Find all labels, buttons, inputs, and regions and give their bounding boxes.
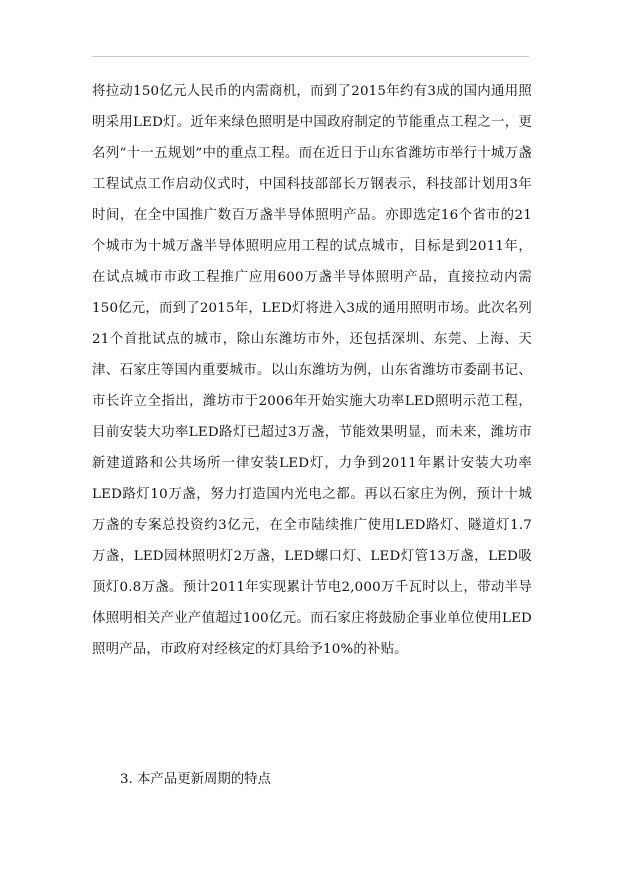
- section-heading: 3. 本产品更新周期的特点: [120, 772, 271, 787]
- body-paragraph: 将拉动150亿元人民币的内需商机，而到了2015年约有3成的国内通用照明采用LED灯。近年来绿色照明是中国政府制定的节能重点工程之一，更名列“十一五规划”中的重点工程。而在近日于山东省潍坊市举行十城万盏工程试点工作启动仪式时，中国科技部部长万钢表示，科技部计划用3年时间，在全中国推广数百万盏半导体照明产品。亦即选定16个省市的21个城市为十城万盏半导体照明应用工程的试点城市，目标是到2011年，在试点城市市政工程推广应用600万盏半导体照明产品，直接拉动内需150亿元，而到了2015年，LED灯将进入3成的通用照明市场。此次名列21个首批试点的城市，除山东潍坊市外，还包括深圳、东莞、上海、天津、石家庄等国内重要城市。以山东潍坊为例，山东省潍坊市委副书记、市长许立全指出，潍坊市于2006年开始实施大功率LED照明示范工程，目前安装大功率LED路灯已超过3万盏，节能效果明显，而未来，潍坊市新建道路和公共场所一律安装LED灯，力争到2011年累计安装大功率LED路灯10万盏，努力打造国内光电之都。再以石家庄为例，预计十城万盏的专案总投资约3亿元，在全市陆续推广使用LED路灯、隧道灯1.7万盏，LED园林照明灯2万盏，LED螺口灯、LED灯管13万盏，LED吸顶灯0.8万盏。预计2011年实现累计节电2,000万千瓦时以上，带动半导体照明相关产业产值超过100亿元。而石家庄将鼓励企事业单位使用LED照明产品，市政府对经核定的灯具给予10%的补贴。: [92, 84, 532, 657]
- header-rule: [92, 56, 529, 57]
